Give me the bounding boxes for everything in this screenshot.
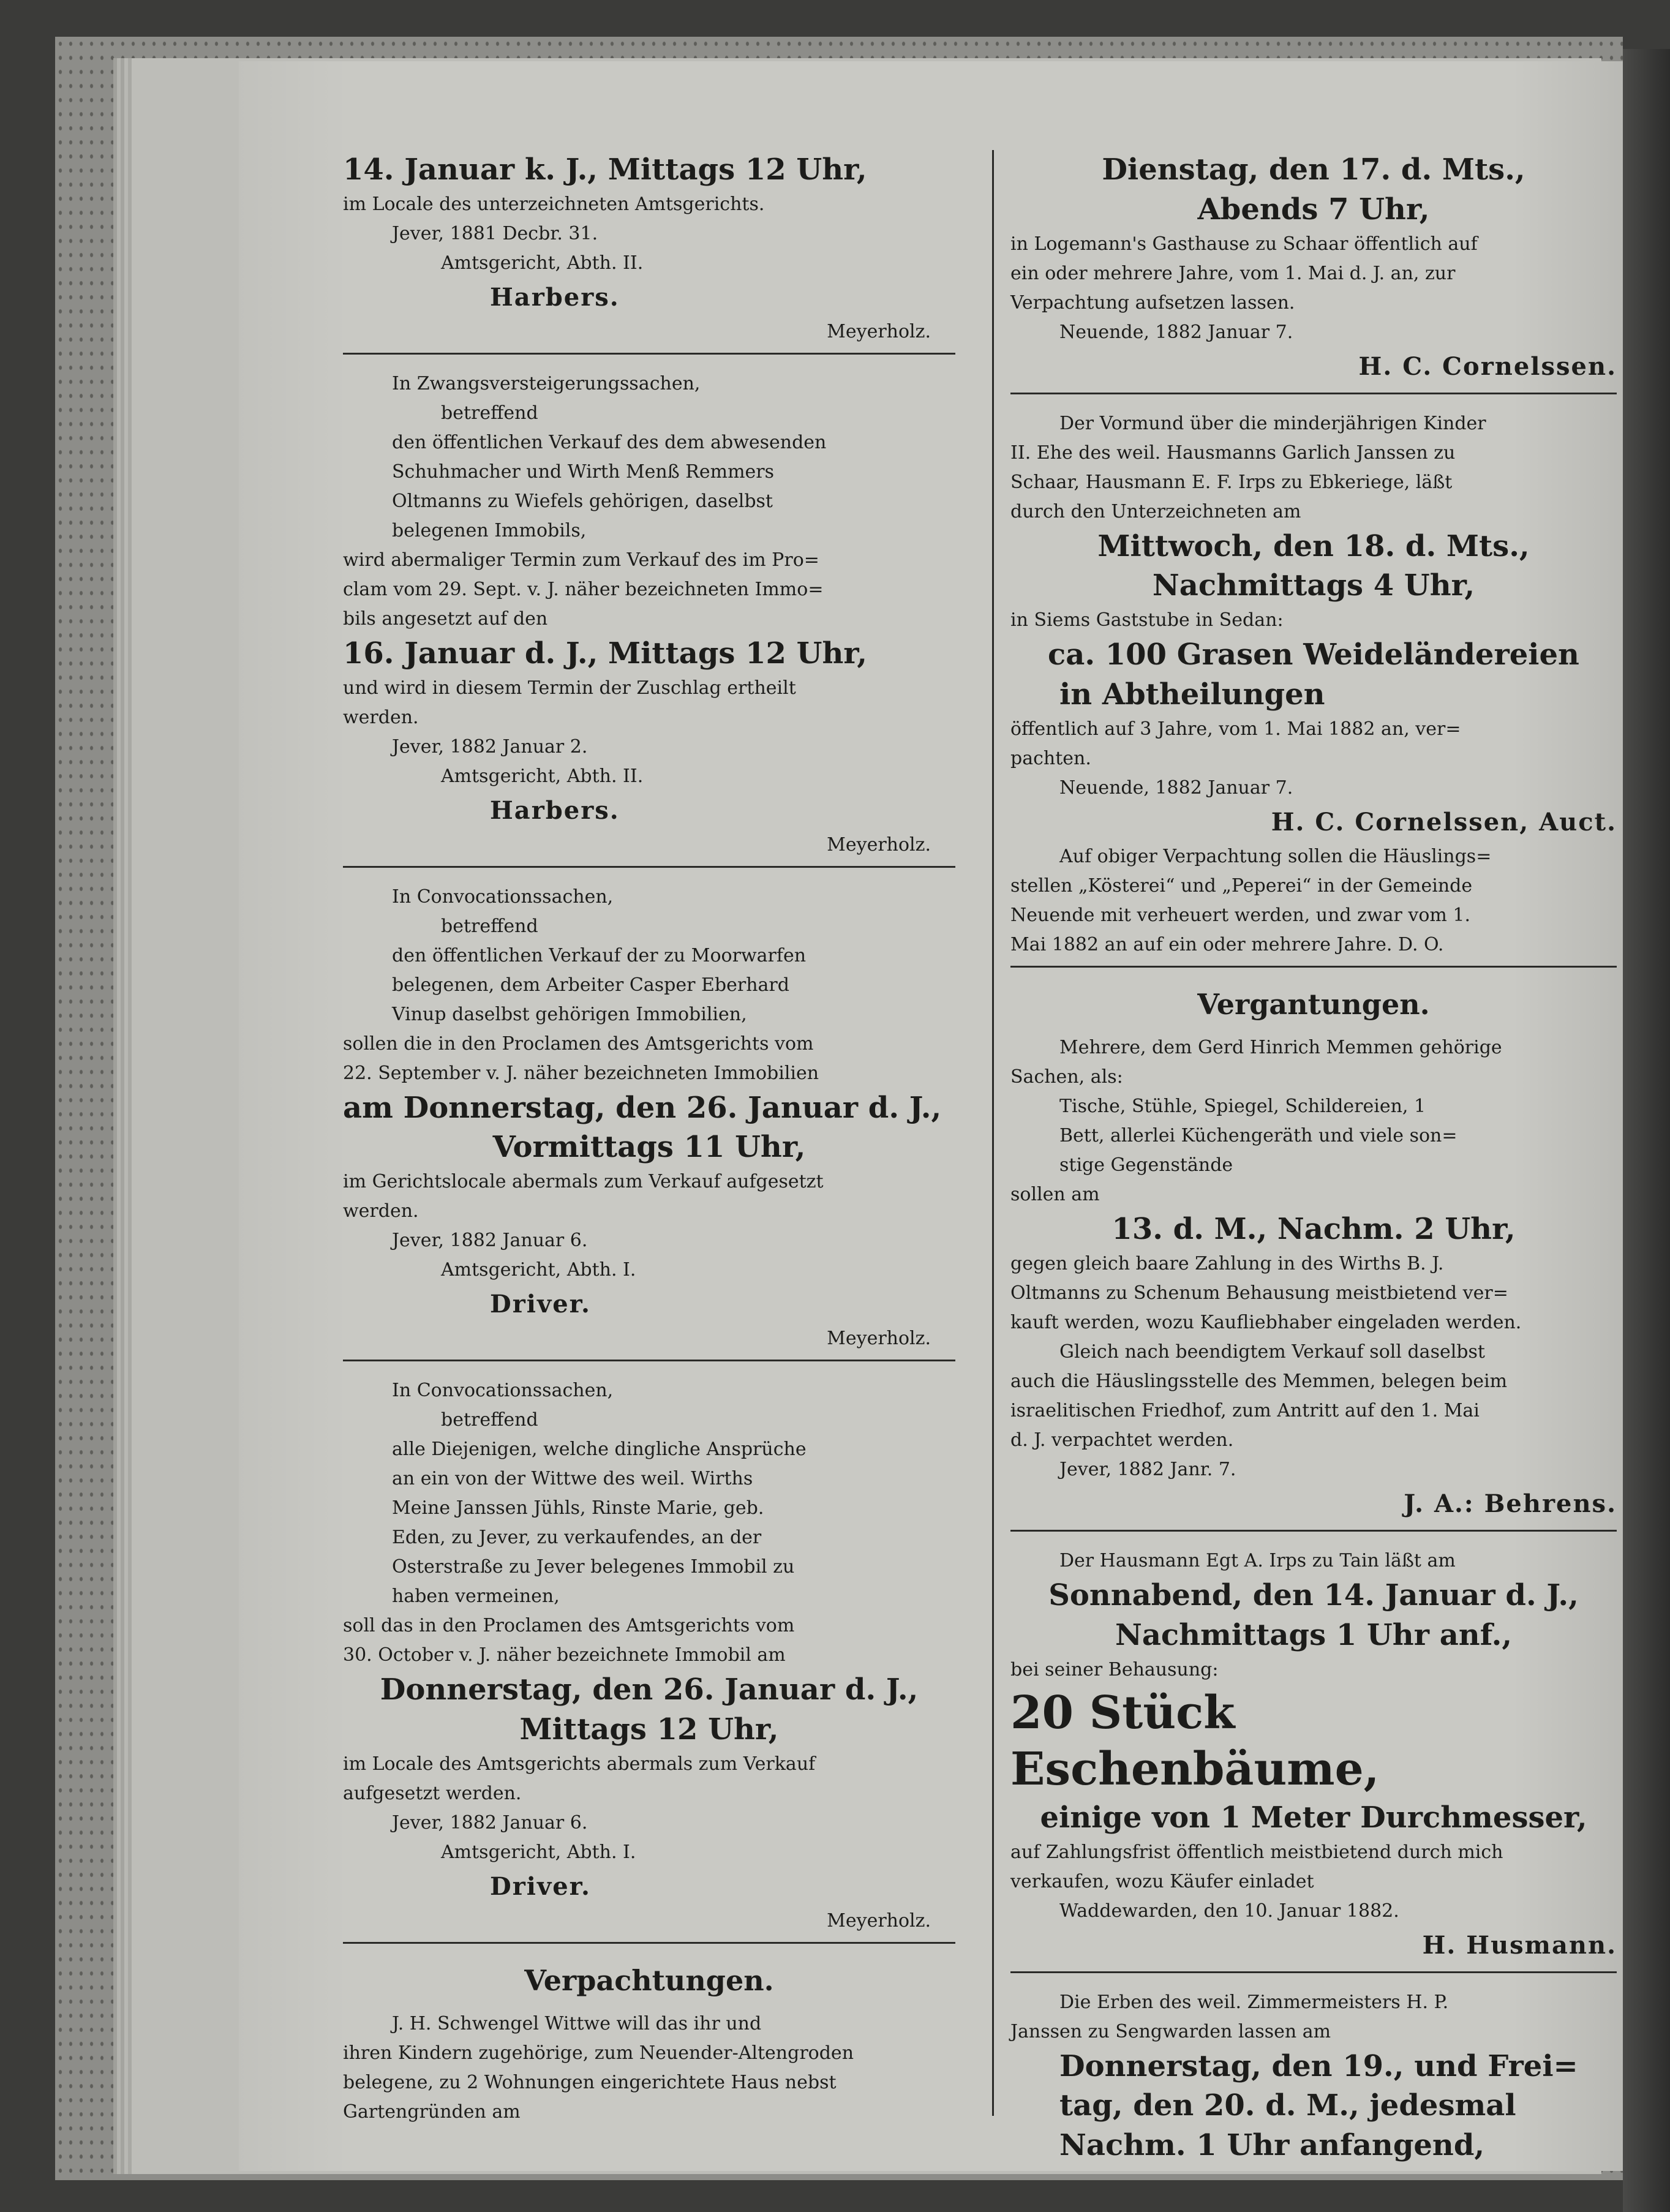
auction-item: einige von 1 Meter Durchmesser, xyxy=(1040,1800,1587,1835)
auction-time: Mittags 12 Uhr, xyxy=(519,1712,779,1747)
notice-text: 30. October v. J. näher bezeichnete Immobil am xyxy=(343,1644,786,1666)
book-edge xyxy=(1623,49,1670,2212)
notice-text: haben vermeinen, xyxy=(392,1586,560,1608)
notice-text: im Locale des Amtsgerichts abermals zum Verkauf xyxy=(343,1753,816,1775)
notice-text: verkaufen, wozu Käufer einladet xyxy=(1010,1870,1314,1892)
notice-text: betreffend xyxy=(441,915,538,937)
auction-date: Donnerstag, den 26. Januar d. J., xyxy=(380,1672,919,1707)
notice-text: Die Erben des weil. Zimmermeisters H. P. xyxy=(1059,1991,1449,2013)
notice-irps xyxy=(1010,1546,1617,1973)
column-divider xyxy=(992,150,994,2116)
clerk-name: Meyerholz. xyxy=(827,320,931,342)
notice-text: bils angesetzt auf den xyxy=(343,608,548,630)
signature: Harbers. xyxy=(490,282,620,312)
signature: H. C. Cornelssen, Auct. xyxy=(1271,807,1617,837)
notice-text: d. J. verpachtet werden. xyxy=(1010,1429,1234,1451)
notice-text: In Zwangsversteigerungssachen, xyxy=(392,372,701,394)
notice-text: In Convocationssachen, xyxy=(392,886,614,908)
notice-text: kauft werden, wozu Kaufliebhaber eingeladen werden. xyxy=(1010,1312,1522,1334)
notice-text: 22. September v. J. näher bezeichneten Immobilien xyxy=(343,1062,819,1084)
place-date: Neuende, 1882 Januar 7. xyxy=(1059,321,1293,343)
auction-time: Nachm. 1 Uhr anfangend, xyxy=(1059,2128,1485,2163)
notice-text: Oltmanns zu Schenum Behausung meistbietend ver= xyxy=(1010,1282,1508,1304)
section-heading: Vergantungen. xyxy=(1197,987,1430,1021)
notice-verpachtungen xyxy=(343,1958,955,2134)
auction-time: Abends 7 Uhr, xyxy=(1197,192,1430,227)
notice-zwangsversteigerung xyxy=(343,369,955,868)
notice-text: werden. xyxy=(343,1200,419,1222)
auction-time: Nachmittags 4 Uhr, xyxy=(1152,568,1475,603)
notice-text: und wird in diesem Termin der Zuschlag ertheilt xyxy=(343,677,796,699)
notice-text: Schaar, Hausmann E. F. Irps zu Ebkeriege, läßt xyxy=(1010,471,1453,493)
notice-text: an ein von der Wittwe des weil. Wirths xyxy=(392,1468,753,1490)
notice-text: Vinup daselbst gehörigen Immobilien, xyxy=(392,1003,747,1025)
auction-time: Vormittags 11 Uhr, xyxy=(492,1130,806,1165)
signature: Driver. xyxy=(490,1872,591,1901)
court-name: Amtsgericht, Abth. II. xyxy=(441,765,644,787)
notice-text: wird abermaliger Termin zum Verkauf des im Pro= xyxy=(343,549,819,571)
signature: Harbers. xyxy=(490,796,620,825)
auction-date: tag, den 20. d. M., jedesmal xyxy=(1059,2088,1516,2123)
notice-text: aufgesetzt werden. xyxy=(343,1782,522,1804)
notice-text: im Gerichtslocale abermals zum Verkauf aufgesetzt xyxy=(343,1171,824,1193)
notice-convocation-jever xyxy=(343,1376,955,1944)
notice-text: sollen am xyxy=(1010,1184,1100,1206)
notice-text: betreffend xyxy=(441,1409,538,1431)
notice-text: Eden, zu Jever, zu verkaufendes, an der xyxy=(392,1527,762,1549)
notice-text: Auf obiger Verpachtung sollen die Häuslings= xyxy=(1059,845,1492,867)
notice-text: den öffentlichen Verkauf des dem abwesenden xyxy=(392,431,827,453)
notice-cornelssen-1 xyxy=(1010,150,1617,394)
signature: H. C. Cornelssen. xyxy=(1358,352,1617,381)
signature: H. Husmann. xyxy=(1422,1930,1617,1960)
auction-date: 16. Januar d. J., Mittags 12 Uhr, xyxy=(343,636,867,671)
notice-text: bei seiner Behausung: xyxy=(1010,1658,1219,1680)
notice-text: werden. xyxy=(343,706,419,728)
auction-date: 13. d. M., Nachm. 2 Uhr, xyxy=(1111,1212,1516,1247)
notice-janssen-erben xyxy=(1010,1988,1617,2172)
notice-text: pachten. xyxy=(1010,747,1091,769)
notice-text: alle Diejenigen, welche dingliche Ansprüche xyxy=(392,1439,807,1461)
notice-text: gegen gleich baare Zahlung in des Wirths B. J. xyxy=(1010,1253,1444,1275)
notice-text: betreffend xyxy=(441,402,538,424)
notice-text: belegenen Immobils, xyxy=(392,519,587,541)
notice-text: Der Hausmann Egt A. Irps zu Tain läßt am xyxy=(1059,1550,1456,1572)
place-date: Jever, 1882 Janr. 7. xyxy=(1059,1459,1236,1481)
place-date: Waddewarden, den 10. Januar 1882. xyxy=(1059,1900,1399,1922)
notice-text: in Logemann's Gasthause zu Schaar öffentlich auf xyxy=(1010,233,1478,255)
notice-text: auf Zahlungsfrist öffentlich meistbietend durch mich xyxy=(1010,1841,1503,1863)
court-name: Amtsgericht, Abth. I. xyxy=(441,1841,636,1863)
auction-date: Mittwoch, den 18. d. Mts., xyxy=(1097,529,1530,563)
place-date: Jever, 1882 Januar 6. xyxy=(392,1811,588,1834)
place-date: Jever, 1882 Januar 6. xyxy=(392,1230,588,1252)
notice-text: den öffentlichen Verkauf der zu Moorwarfen xyxy=(392,944,807,966)
notice-text: Der Vormund über die minderjährigen Kinder xyxy=(1059,412,1486,434)
notice-text: Gartengründen am xyxy=(343,2101,521,2123)
notice-text: öffentlich auf 3 Jahre, vom 1. Mai 1882 an, ver= xyxy=(1010,718,1461,740)
notice-text: soll das in den Proclamen des Amtsgerichts vom xyxy=(343,1615,795,1637)
court-name: Amtsgericht, Abth. I. xyxy=(441,1259,636,1281)
notice-text: belegene, zu 2 Wohnungen eingerichtete Haus nebst xyxy=(343,2072,837,2094)
notice-text: Sachen, als: xyxy=(1010,1066,1123,1088)
notice-text: Verpachtung aufsetzen lassen. xyxy=(1010,292,1295,314)
auction-item: 20 Stück Eschenbäume, xyxy=(1010,1686,1380,1796)
auction-date: 14. Januar k. J., Mittags 12 Uhr, xyxy=(343,152,867,187)
auction-item: ca. 100 Grasen Weideländereien xyxy=(1048,638,1579,672)
notice-text: stige Gegenstände xyxy=(1059,1154,1233,1176)
signature: J. A.: Behrens. xyxy=(1404,1489,1617,1519)
notice-convocation-moorwarfen xyxy=(343,882,955,1362)
place-date: Neuende, 1882 Januar 7. xyxy=(1059,777,1293,799)
place-date: Jever, 1881 Decbr. 31. xyxy=(392,222,598,244)
court-name: Amtsgericht, Abth. II. xyxy=(441,252,644,274)
notice-text: in Siems Gaststube in Sedan: xyxy=(1010,609,1284,631)
signature: Driver. xyxy=(490,1290,591,1319)
notice-harbers-1 xyxy=(343,150,955,355)
notice-text: israelitischen Friedhof, zum Antritt auf den 1. Mai xyxy=(1010,1400,1480,1422)
notice-text: Meine Janssen Jühls, Rinste Marie, geb. xyxy=(392,1497,764,1519)
auction-date: am Donnerstag, den 26. Januar d. J., xyxy=(343,1090,942,1125)
notice-text: stellen „Kösterei“ und „Peperei“ in der Gemeinde xyxy=(1010,875,1473,897)
clerk-name: Meyerholz. xyxy=(827,1909,931,1932)
notice-text: Janssen zu Sengwarden lassen am xyxy=(1010,2020,1331,2042)
notice-text: ihren Kindern zugehörige, zum Neuender-Altengroden xyxy=(343,2042,854,2064)
notice-text: Tische, Stühle, Spiegel, Schildereien, 1 xyxy=(1059,1096,1426,1118)
notice-text: Mai 1882 an auf ein oder mehrere Jahre. D. O. xyxy=(1010,933,1444,955)
notice-text: sollen die in den Proclamen des Amtsgerichts vom xyxy=(343,1033,814,1055)
notice-vergantungen xyxy=(1010,982,1617,1532)
notice-text: Gleich nach beendigtem Verkauf soll daselbst xyxy=(1059,1341,1485,1363)
notice-text: im Locale des unterzeichneten Amtsgerichts. xyxy=(343,193,765,215)
notice-text: auch die Häuslingsstelle des Memmen, belegen beim xyxy=(1010,1371,1508,1393)
clerk-name: Meyerholz. xyxy=(827,833,931,856)
auction-date: Donnerstag, den 19., und Frei= xyxy=(1059,2048,1578,2083)
auction-date: Dienstag, den 17. d. Mts., xyxy=(1102,152,1525,187)
notice-text: durch den Unterzeichneten am xyxy=(1010,500,1301,522)
auction-item: in Abtheilungen xyxy=(1059,677,1325,712)
auction-date: Sonnabend, den 14. Januar d. J., xyxy=(1048,1578,1579,1613)
left-column xyxy=(343,150,955,2148)
place-date: Jever, 1882 Januar 2. xyxy=(392,735,588,758)
notice-text: Osterstraße zu Jever belegenes Immobil zu xyxy=(392,1556,795,1578)
notice-text: Schuhmacher und Wirth Menß Remmers xyxy=(392,461,775,483)
right-column xyxy=(1010,150,1617,2186)
notice-cornelssen-2 xyxy=(1010,409,1617,968)
section-heading: Verpachtungen. xyxy=(524,1963,774,1997)
notice-text: ein oder mehrere Jahre, vom 1. Mai d. J. an, zur xyxy=(1010,262,1456,284)
notice-text: belegenen, dem Arbeiter Casper Eberhard xyxy=(392,974,789,996)
auction-time: Nachmittags 1 Uhr anf., xyxy=(1115,1617,1513,1652)
notice-text: Neuende mit verheuert werden, und zwar vom 1. xyxy=(1010,904,1471,926)
clerk-name: Meyerholz. xyxy=(827,1328,931,1350)
notice-text: Oltmanns zu Wiefels gehörigen, daselbst xyxy=(392,490,773,512)
notice-text: clam vom 29. Sept. v. J. näher bezeichneten Immo= xyxy=(343,578,824,600)
notice-text: In Convocationssachen, xyxy=(392,1380,614,1402)
notice-text: II. Ehe des weil. Hausmanns Garlich Janssen zu xyxy=(1010,442,1456,464)
notice-text: Bett, allerlei Küchengeräth und viele son= xyxy=(1059,1125,1457,1147)
notice-text: J. H. Schwengel Wittwe will das ihr und xyxy=(392,2013,762,2035)
notice-text: Mehrere, dem Gerd Hinrich Memmen gehörige xyxy=(1059,1037,1502,1059)
